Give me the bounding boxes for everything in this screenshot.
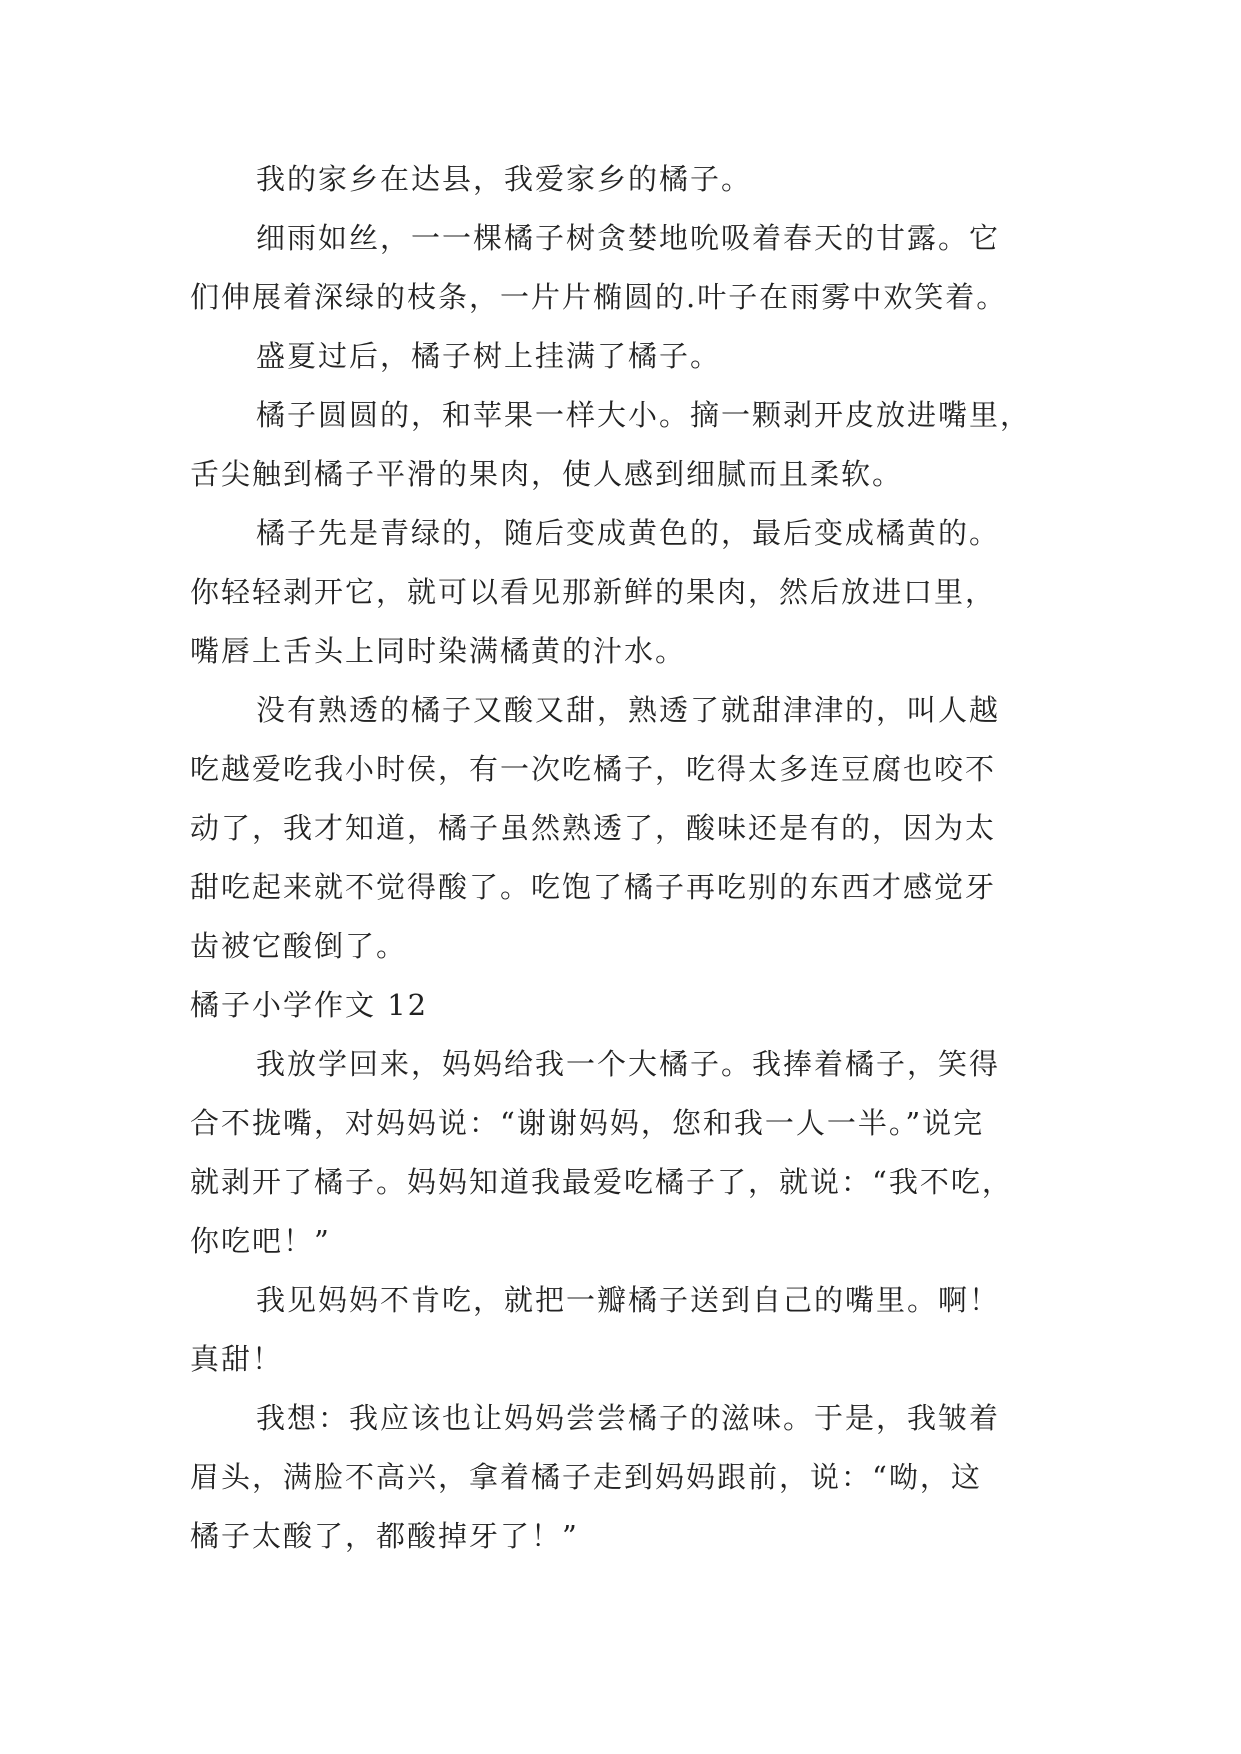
paragraph-line: 没有熟透的橘子又酸又甜，熟透了就甜津津的，叫人越 — [256, 693, 1001, 727]
paragraph-line: 动了，我才知道，橘子虽然熟透了，酸味还是有的，因为太 — [190, 811, 997, 845]
paragraph-line: 吃越爱吃我小时侯，有一次吃橘子，吃得太多连豆腐也咬不 — [190, 752, 997, 786]
paragraph-line: 我放学回来，妈妈给我一个大橘子。我捧着橘子，笑得 — [256, 1047, 1001, 1081]
section-heading: 橘子小学作文 12 — [190, 988, 429, 1022]
paragraph-line: 们伸展着深绿的枝条，一片片椭圆的.叶子在雨雾中欢笑着。 — [190, 280, 1008, 314]
paragraph-line: 橘子圆圆的，和苹果一样大小。摘一颗剥开皮放进嘴里， — [256, 398, 1032, 432]
paragraph-line: 甜吃起来就不觉得酸了。吃饱了橘子再吃别的东西才感觉牙 — [190, 870, 997, 904]
paragraph-line: 齿被它酸倒了。 — [190, 929, 408, 963]
essay-text — [190, 150, 1070, 1566]
paragraph-line: 你轻轻剥开它，就可以看见那新鲜的果肉，然后放进口里， — [190, 575, 997, 609]
paragraph-line: 盛夏过后，橘子树上挂满了橘子。 — [256, 339, 722, 373]
paragraph-line: 我的家乡在达县，我爱家乡的橘子。 — [256, 162, 753, 196]
paragraph-line: 细雨如丝，一一棵橘子树贪婪地吮吸着春天的甘露。它 — [256, 221, 1001, 255]
paragraph-line: 我想：我应该也让妈妈尝尝橘子的滋味。于是，我皱着 — [256, 1401, 1001, 1435]
paragraph-line: 嘴唇上舌头上同时染满橘黄的汁水。 — [190, 634, 687, 668]
paragraph-line: 舌尖触到橘子平滑的果肉，使人感到细腻而且柔软。 — [190, 457, 904, 491]
paragraph-line: 橘子先是青绿的，随后变成黄色的，最后变成橘黄的。 — [256, 516, 1001, 550]
paragraph-line: 合不拢嘴，对妈妈说：“谢谢妈妈，您和我一人一半。”说完 — [190, 1106, 985, 1140]
paragraph-line: 眉头，满脸不高兴，拿着橘子走到妈妈跟前，说：“呦，这 — [190, 1460, 982, 1494]
paragraph-line: 真甜！ — [190, 1342, 284, 1376]
paragraph-line: 我见妈妈不肯吃，就把一瓣橘子送到自己的嘴里。啊！ — [256, 1283, 1001, 1317]
paragraph-line: 就剥开了橘子。妈妈知道我最爱吃橘子了，就说：“我不吃， — [190, 1165, 1013, 1199]
paragraph-line: 你吃吧！” — [190, 1224, 331, 1258]
paragraph-line: 橘子太酸了，都酸掉牙了！” — [190, 1519, 579, 1553]
